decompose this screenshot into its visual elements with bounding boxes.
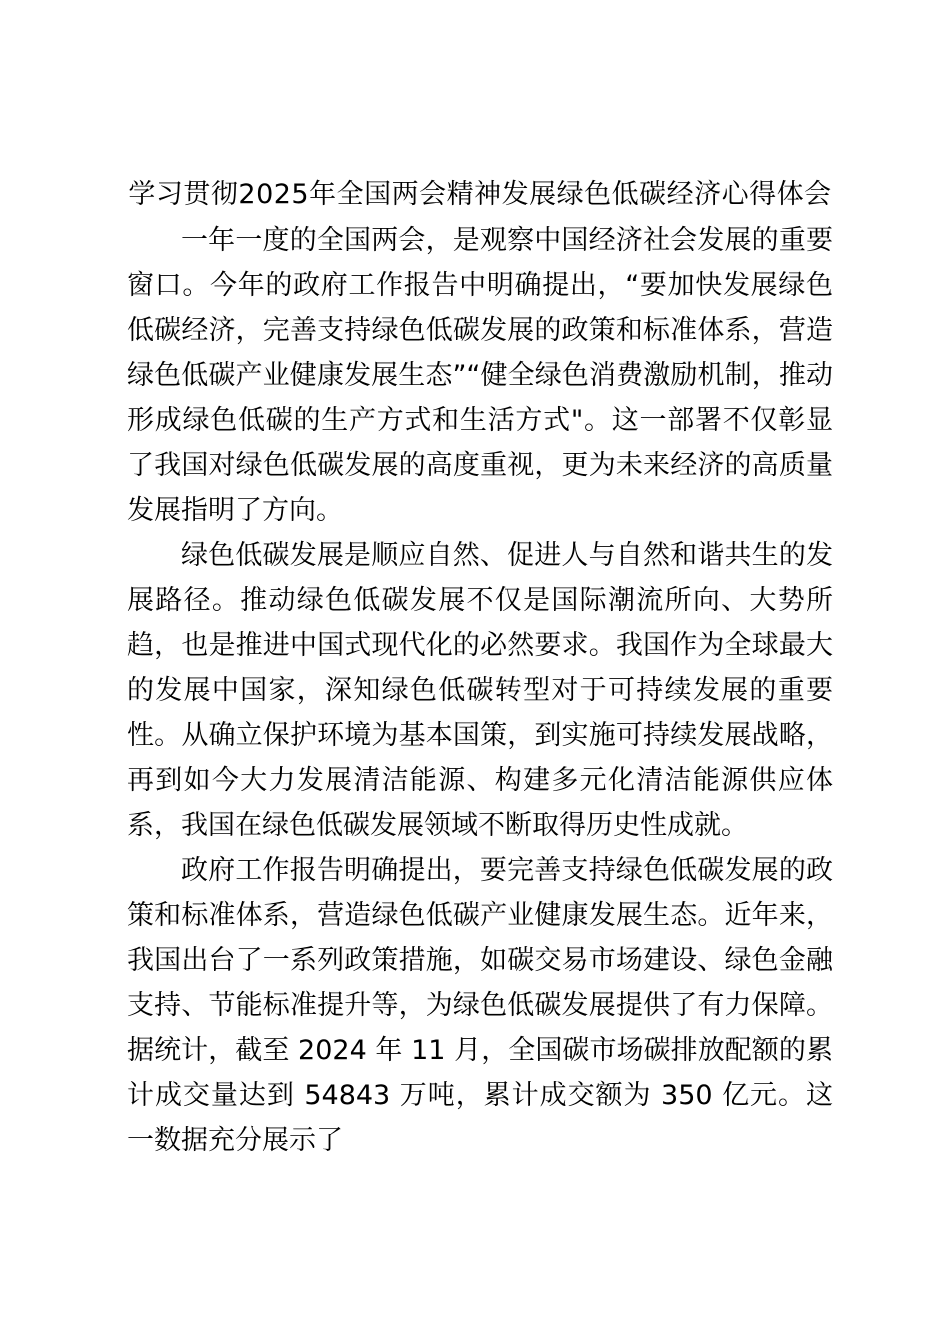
paragraph-1: 一年一度的全国两会，是观察中国经济社会发展的重要窗口。今年的政府工作报告中明确提出，“要加快发展绿色低碳经济，完善支持绿色低碳发展的政策和标准体系，营造绿色低碳产业健康发展生态”“健全绿色消费激励机制，推动形成绿色低碳的生产方式和生活方式"。这一部署不仅彰显了我国对绿色低碳发展的高度重视，更为未来经济的高质量发展指明了方向。	[127, 225, 833, 526]
paragraph-2: 绿色低碳发展是顺应自然、促进人与自然和谐共生的发展路径。推动绿色低碳发展不仅是国际潮流所向、大势所趋，也是推进中国式现代化的必然要求。我国作为全球最大的发展中国家，深知绿色低碳转型对于可持续发展的重要性。从确立保护环境为基本国策，到实施可持续发展战略，再到如今大力发展清洁能源、构建多元化清洁能源供应体系，我国在绿色低碳发展领域不断取得历史性成就。	[127, 540, 833, 841]
document-body	[127, 172, 833, 1163]
document-title: 学习贯彻2025年全国两会精神发展绿色低碳经济心得体会	[128, 179, 832, 210]
paragraph-3: 政府工作报告明确提出，要完善支持绿色低碳发展的政策和标准体系，营造绿色低碳产业健康发展生态。近年来，我国出台了一系列政策措施，如碳交易市场建设、绿色金融支持、节能标准提升等，为绿色低碳发展提供了有力保障。据统计，截至 2024 年 11 月，全国碳市场碳排放配额的累计成交量达到 54843 万吨，累计成交额为 350 亿元。这一数据充分展示了	[127, 855, 833, 1156]
